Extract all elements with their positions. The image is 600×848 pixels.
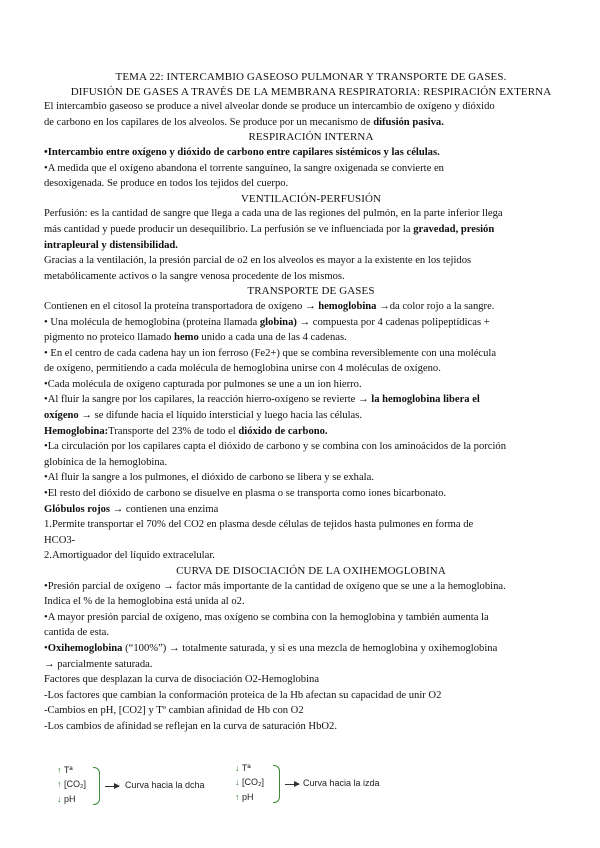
- list-line: -Los cambios de afinidad se reflejan en la curva de saturación HbO2.: [44, 720, 337, 732]
- arrow-up-icon: ↑: [235, 792, 240, 802]
- curve-shift-diagram: [55, 765, 385, 825]
- bullet-line: •A mayor presión parcial de oxígeno, mas oxígeno se combina con la hemoglobina y también aumenta la: [44, 611, 489, 623]
- bullet-line: •Presión parcial de oxígeno → factor más importante de la cantidad de oxígeno que se une a la hemoglobina.: [44, 580, 506, 592]
- paragraph-line: más cantidad y puede producir un desequilibrio. La perfusión se ve influenciada por la gravedad, presión: [44, 223, 495, 235]
- section-heading-curva: CURVA DE DISOCIACIÓN DE LA OXIHEMOGLOBINA: [176, 565, 446, 577]
- brace-icon: [93, 767, 100, 805]
- bullet-line: • En el centro de cada cadena hay un ion ferroso (Fe2+) que se combina reversiblemente con una molécula: [44, 347, 497, 359]
- paragraph-line: metabólicamente activos o la sangre venosa procedente de los mismos.: [44, 270, 345, 282]
- paragraph-line: de carbono en los capilares de los alveolos. Se produce por un mecanismo de difusión pasiva.: [44, 116, 444, 128]
- arrow-up-icon: ↑: [57, 779, 62, 789]
- paragraph-line: intrapleural y distensibilidad.: [44, 239, 178, 251]
- arrow-down-icon: ↓: [57, 794, 62, 804]
- arrow-down-icon: ↓: [235, 777, 240, 787]
- paragraph-line: → parcialmente saturada.: [44, 658, 153, 670]
- left-factor-temp: ↑ Tª: [57, 765, 73, 775]
- right-factor-ph: ↑ pH: [235, 792, 254, 802]
- bullet-line: •Oxihemoglobina (“100%”) → totalmente saturada, y si es una mezcla de hemoglobina y oxihemoglobina: [44, 642, 498, 654]
- left-factor-co2: ↑ [CO₂]: [57, 779, 87, 789]
- right-factor-co2: ↓ [CO₂]: [235, 777, 265, 787]
- paragraph-line: Perfusión: es la cantidad de sangre que llega a cada una de las regiones del pulmón, en la parte inferior llega: [44, 208, 503, 220]
- left-curve-label: Curva hacia la dcha: [125, 780, 205, 790]
- arrow-down-icon: ↓: [235, 763, 240, 773]
- section-heading-ventilacion: VENTILACIÓN-PERFUSIÓN: [240, 192, 382, 205]
- paragraph-line: El intercambio gaseoso se produce a nivel alveolar donde se produce un intercambio de oxígeno y dióxido: [44, 101, 495, 113]
- bullet-line: • Una molécula de hemoglobina (proteína llamada globina) → compuesta por 4 cadenas polipeptídicas +: [44, 316, 490, 328]
- section-heading-respiracion-interna: RESPIRACIÓN INTERNA: [248, 131, 374, 144]
- bullet-line: •Al fluir la sangre por los capilares, la reacción hierro-oxígeno se revierte → la hemoglobina libera el: [44, 394, 480, 406]
- paragraph-line: Indica el % de la hemoglobina está unida al o2.: [44, 596, 245, 608]
- paragraph-line: HCO3-: [44, 534, 76, 546]
- paragraph-line: Gracias a la ventilación, la presión parcial de o2 en los alveolos es mayor a la existente en los tejidos: [44, 255, 472, 267]
- paragraph-line: Hemoglobina:Transporte del 23% de todo el dióxido de carbono.: [44, 425, 328, 437]
- paragraph-line: de oxígeno, permitiendo a cada molécula de hemoglobina unirse con 4 moléculas de oxígeno.: [44, 363, 441, 375]
- paragraph-line: pigmento no proteico llamado hemo unido a cada una de las 4 cadenas.: [44, 332, 347, 344]
- bullet-line: •El resto del dióxido de carbono se disuelve en plasma o se transporta como iones bicarbonato.: [44, 488, 447, 500]
- brace-icon: [273, 765, 280, 803]
- bullet-line: •A medida que el oxígeno abandona el torrente sanguíneo, la sangre oxigenada se convierte en: [44, 162, 444, 174]
- arrow-right-icon: [105, 786, 119, 787]
- list-line: -Los factores que cambian la conformación proteica de la Hb afectan su capacidad de unir O2: [44, 689, 442, 701]
- section-heading-transporte: TRANSPORTE DE GASES: [247, 285, 375, 298]
- right-curve-label: Curva hacia la izda: [303, 778, 380, 788]
- paragraph-line: desoxigenada. Se produce en todos los tejidos del cuerpo.: [44, 178, 289, 190]
- list-line: -Cambios en pH, [CO2] y Tº cambian afinidad de Hb con O2: [44, 705, 304, 717]
- paragraph-line: Contienen en el citosol la proteína transportadora de oxígeno → hemoglobina →da color rojo a la sangre.: [44, 300, 495, 312]
- right-factor-temp: ↓ Tª: [235, 763, 251, 773]
- paragraph-line: Glóbulos rojos → contienen una enzima: [44, 503, 219, 515]
- bullet-line: •La circulación por los capilares capta el dióxido de carbono y se combina con los aminoácidos de la porción: [44, 441, 507, 453]
- arrow-up-icon: ↑: [57, 765, 62, 775]
- document-title: TEMA 22: INTERCAMBIO GASEOSO PULMONAR Y TRANSPORTE DE GASES.: [115, 71, 507, 83]
- arrow-right-icon: [285, 784, 299, 785]
- paragraph-line: globínica de la hemoglobina.: [44, 456, 167, 468]
- paragraph-line: oxígeno → se difunde hacia el líquido intersticial y luego hacia las células.: [44, 410, 363, 422]
- bullet-line: •Cada molécula de oxígeno capturada por pulmones se une a un ion hierro.: [44, 378, 362, 390]
- paragraph-line: Factores que desplazan la curva de disociación O2-Hemoglobina: [44, 674, 320, 686]
- section-heading-difusion: DIFUSIÓN DE GASES A TRAVÉS DE LA MEMBRANA RESPIRATORIA: RESPIRACIÓN EXTERNA: [70, 85, 552, 98]
- left-factor-ph: ↓ pH: [57, 794, 76, 804]
- numbered-line: 2.Amortiguador del líquido extracelular.: [44, 550, 215, 562]
- numbered-line: 1.Permite transportar el 70% del CO2 en plasma desde células de tejidos hasta pulmones en forma de: [44, 519, 474, 531]
- bullet-line: •Al fluir la sangre a los pulmones, el dióxido de carbono se libera y se exhala.: [44, 472, 374, 484]
- bullet-line: •Intercambio entre oxígeno y dióxido de carbono entre capilares sistémicos y las células.: [44, 146, 440, 158]
- paragraph-line: cantida de esta.: [44, 627, 110, 639]
